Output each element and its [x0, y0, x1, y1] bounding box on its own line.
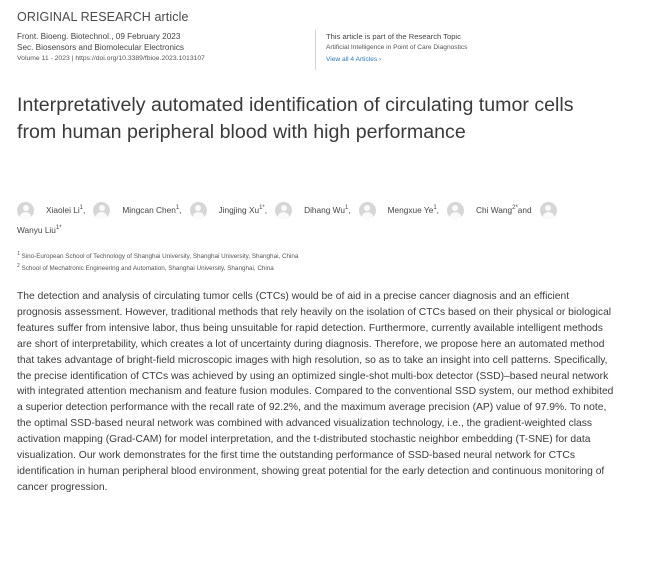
header-divider — [315, 30, 316, 70]
article-title: Interpretatively automated identification of circulating tumor cells from human peripheral blood with high performance — [17, 94, 574, 143]
author-row — [17, 223, 627, 237]
journal-date: Front. Bioeng. Biotechnol., 09 February 2023 — [17, 32, 181, 41]
author-name[interactable]: Dihang Wu$^1$ — [304, 205, 349, 215]
article-type-label: ORIGINAL RESEARCH article — [17, 10, 189, 24]
author-name[interactable]: Mingcan Chen$^1$ — [122, 205, 180, 215]
research-topic-heading: This article is part of the Research Topic — [326, 32, 461, 41]
author-row: Xiaolei Li$^1$ , Mingcan Chen$^1$ , Jingjing $Xu^{1*}$ , Dihang Wu$^1$ , Mengxue Ye$^1$ , Chi Wang$^{2*}$ and — [17, 199, 627, 221]
abstract-text: The detection and analysis of circulating tumor cells (CTCs) would be of aid in a precise cancer diagnosis and an efficient prognosis assessment. However, traditional methods that rely heavily on the isolation of CTCs based on their physical or biological features suffer from intensive labor, thus being unsuitable for rapid detection. Furthermore, currently available intelligent methods are short of interpretability, which creates a lot of uncertainty during diagnosis. Therefore, we propose here an automated method that takes advantage of bright-field microscopic images with high resolution, so as to take an insight into cell patterns. Specifically, the precise identification of CTCs was achieved by using an optimized single-shot multi-box detector (SSD)–based neural network with integrated attention mechanism and feature fusion modules. Compared to the conventional SSD system, our method exhibited a superior detection performance with the recall rate of 92.2%, and the maximum average precision (AP) value of 97.9%. To note, the optimal SSD-based neural network was combined with advanced visualization technology, i.e., the gradient-weighted class activation mapping (Grad-CAM) for model interpretation, and the t-distributed stochastic neighbor embedding (T-SNE) for data visualization. Our work demonstrates for the first time the outstanding performance of SSD-based neural network for CTCs identification in human peripheral blood environment, showing great potential for the early detection and continuous monitoring of cancer progression. — [17, 291, 614, 493]
author-name[interactable]: Jingjing $Xu^{1*}$ — [218, 205, 265, 215]
author-name[interactable]: Wanyu Liu$^{1*}$ — [17, 225, 62, 235]
view-all-articles-link[interactable]: View all 4 Articles › — [326, 56, 382, 63]
journal-section: Sec. Biosensors and Biomolecular Electronics — [17, 43, 185, 52]
author-name[interactable]: Xiaolei Li$^1$ — [46, 205, 84, 215]
author-name[interactable]: Mengxue Ye$^1$ — [387, 205, 437, 215]
author-list — [17, 199, 627, 237]
affiliation-item: $^2$ School of Mechatronic Engineering and Automation, Shanghai University, Shanghai, China — [17, 262, 274, 272]
volume-doi[interactable]: Volume 11 - 2023 | https://doi.org/10.3389/fbioe.2023.1013107 — [17, 55, 205, 62]
avatar[interactable] — [275, 202, 292, 219]
avatar[interactable] — [190, 202, 207, 219]
research-topic-block — [326, 31, 467, 65]
research-topic-name[interactable]: Artificial Intelligence in Point of Care Diagnostics — [326, 44, 468, 51]
avatar[interactable] — [359, 202, 376, 219]
avatar[interactable] — [540, 202, 557, 219]
avatar[interactable] — [17, 202, 34, 219]
affiliation-item: $^1$ Sino-European School of Technology of Shanghai University, Shanghai University, Shanghai, China — [17, 251, 299, 261]
affiliations — [17, 250, 298, 273]
citation-block — [17, 31, 205, 64]
avatar[interactable] — [93, 202, 110, 219]
author-name[interactable]: Chi Wang$^{2*}$ — [475, 205, 518, 215]
avatar[interactable] — [447, 202, 464, 219]
